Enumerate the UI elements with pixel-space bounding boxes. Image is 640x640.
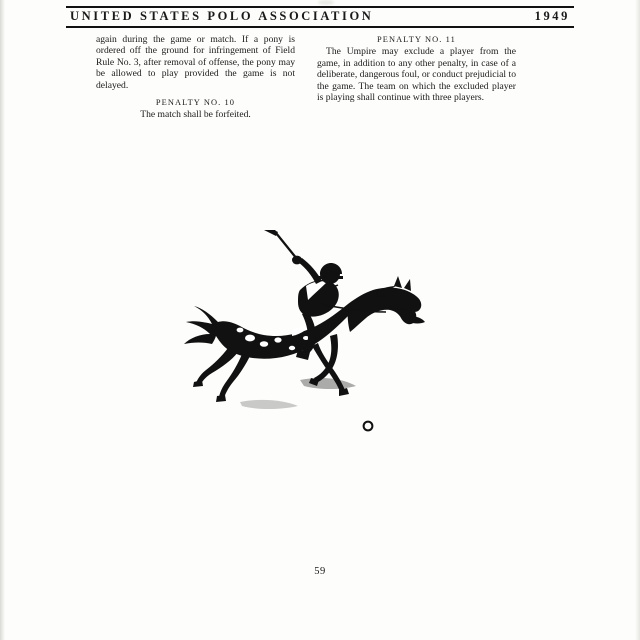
left-body-paragraph: again during the game or match. If a pony is ordered off the ground for infringement of Field Rule No. 3, after removal of offense, the pony may be allowed to play provided the game is not delayed. <box>96 34 295 91</box>
header-year: 1949 <box>534 9 570 23</box>
text-columns <box>96 34 516 121</box>
right-penalty-heading: PENALTY NO. 11 <box>377 35 456 44</box>
running-header <box>66 6 574 28</box>
column-right <box>317 34 516 121</box>
page-number: 59 <box>314 566 326 577</box>
left-penalty-heading: PENALTY NO. 10 <box>155 98 236 108</box>
column-left <box>96 34 295 121</box>
right-penalty-text: The Umpire may exclude a player from the game, in addition to any other penalty, in case of a deliberate, dangerous foul, or conduct prejudicial to the game. The team on which the excluded player is playing shall continue with three players. <box>317 46 516 104</box>
left-penalty-text: The match shall be forfeited. <box>140 109 251 121</box>
header-title: UNITED STATES POLO ASSOCIATION <box>70 9 374 23</box>
scan-artifact <box>318 0 334 5</box>
illustration-block <box>180 230 440 450</box>
polo-player-on-horse-icon <box>180 230 440 450</box>
